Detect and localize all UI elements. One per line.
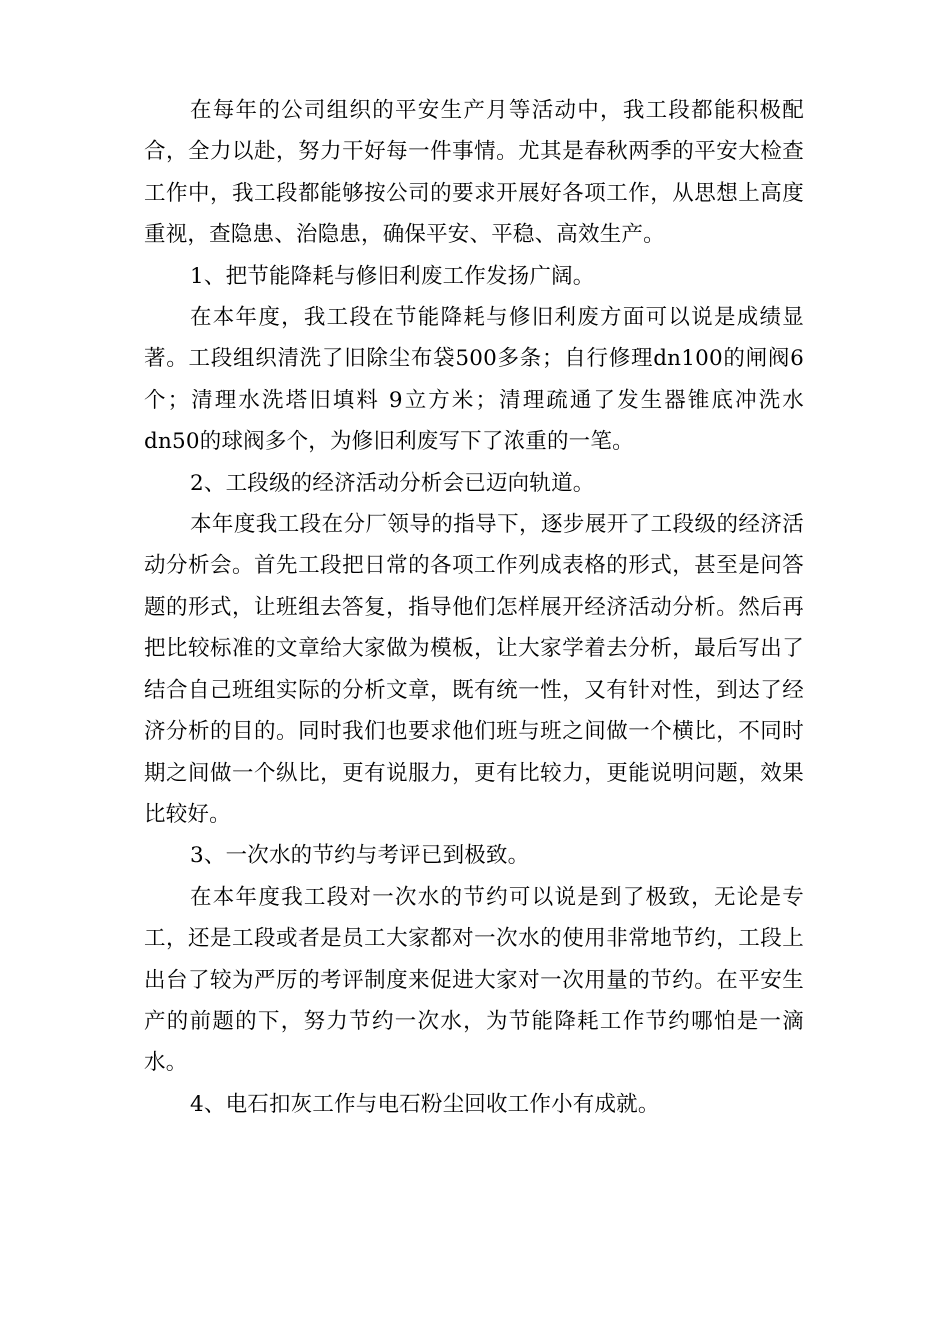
paragraph-energy-saving: 在本年度，我工段在节能降耗与修旧利废方面可以说是成绩显著。工段组织清洗了旧除尘布袋500多条；自行修理dn100的闸阀6个；清理水洗塔旧填料 9立方米；清理疏通了发生器锥底冲洗水dn50的球阀多个，为修旧利废写下了浓重的一笔。 <box>144 305 804 455</box>
heading-carbide-ash: 4、电石扣灰工作与电石粉尘回收工作小有成就。 <box>190 1091 660 1117</box>
paragraph-safety-activities: 在每年的公司组织的平安生产月等活动中，我工段都能积极配合，全力以赴，努力干好每一件事情。尤其是春秋两季的平安大检查工作中，我工段都能够按公司的要求开展好各项工作，从思想上高度重视，查隐患、治隐患，确保平安、平稳、高效生产。 <box>144 98 804 248</box>
heading-energy-saving: 1、把节能降耗与修旧利废工作发扬广阔。 <box>190 263 595 289</box>
paragraph-water-saving: 在本年度我工段对一次水的节约可以说是到了极致，无论是专工，还是工段或者是员工大家都对一次水的使用非常地节约，工段上出台了较为严厉的考评制度来促进大家对一次用量的节约。在平安生产的前题的下，努力节约一次水，为节能降耗工作节约哪怕是一滴水。 <box>144 884 804 1076</box>
paragraph-economic-analysis: 本年度我工段在分厂领导的指导下，逐步展开了工段级的经济活动分析会。首先工段把日常的各项工作列成表格的形式，甚至是问答题的形式，让班组去答复，指导他们怎样展开经济活动分析。然后再把比较标准的文章给大家做为模板，让大家学着去分析，最后写出了结合自己班组实际的分析文章，既有统一性，又有针对性，到达了经济分析的目的。同时我们也要求他们班与班之间做一个横比，不同时期之间做一个纵比，更有说服力，更有比较力，更能说明问题，效果比较好。 <box>144 512 804 827</box>
heading-economic-analysis: 2、工段级的经济活动分析会已迈向轨道。 <box>190 470 595 496</box>
heading-water-saving: 3、一次水的节约与考评已到极致。 <box>190 843 530 869</box>
document-body <box>144 90 804 1125</box>
